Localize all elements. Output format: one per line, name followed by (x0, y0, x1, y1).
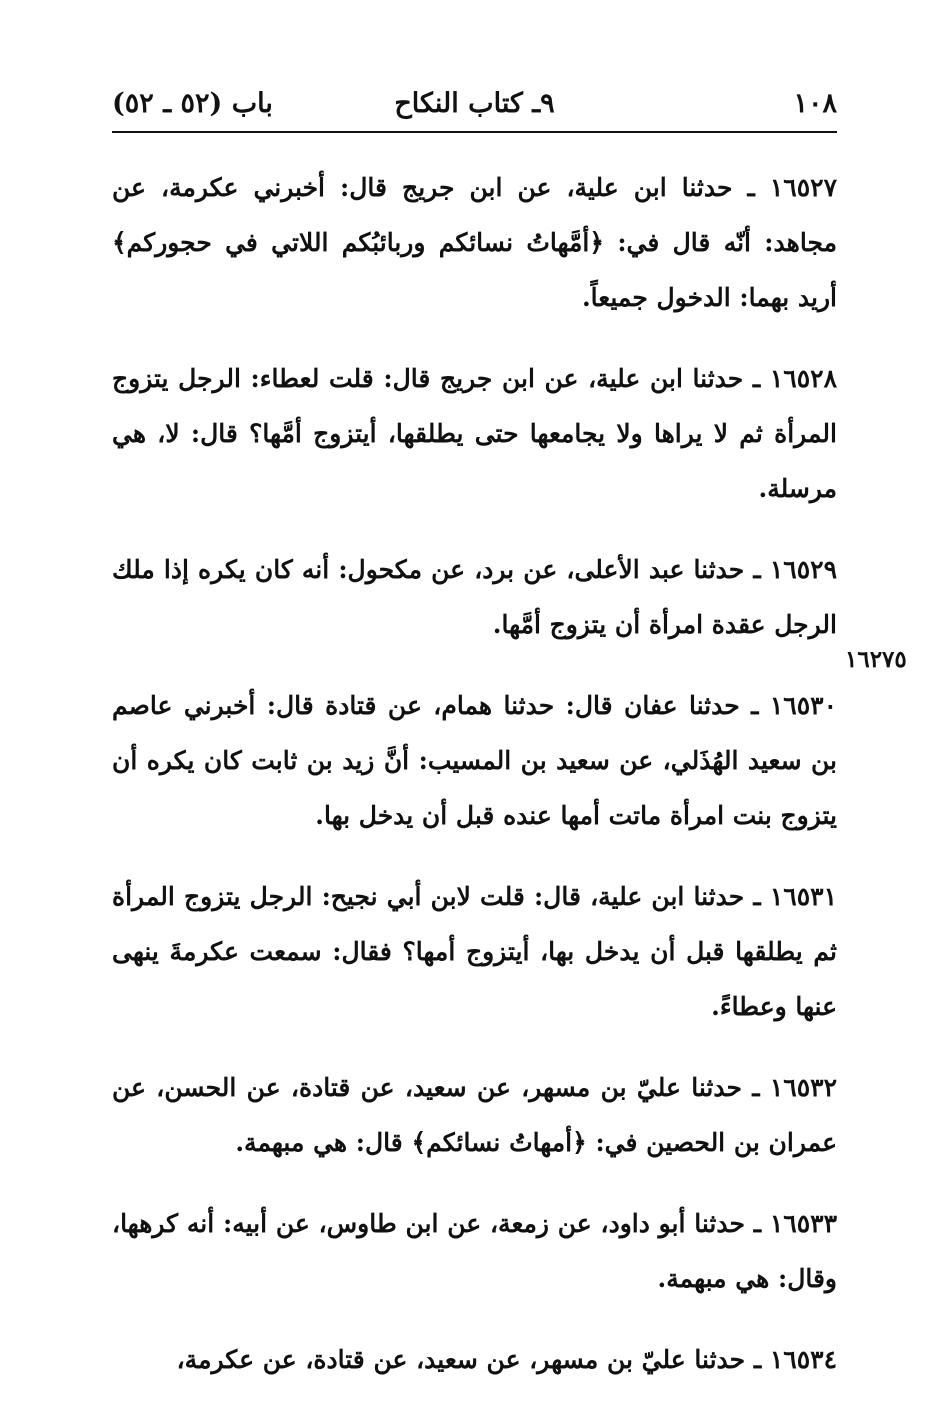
hadith-paragraph (112, 1332, 837, 1387)
hadith-number: ١٦٥٣٢ ـ (752, 1073, 837, 1102)
hadith-number: ١٦٥٢٨ ـ (752, 364, 837, 393)
hadith-text: حدثنا ابن علية، عن ابن جريج قال: أخبرني عكرمة، عن مجاهد: أنّه قال في: ﴿أمَّهاتُ نسائكم وربائبُكم اللاتي في حجوركم﴾ أريد بهما: الدخول جميعاً. (112, 173, 837, 312)
page-header (112, 80, 837, 130)
hadith-number: ١٦٥٣٤ ـ (753, 1345, 837, 1374)
hadith-paragraph (112, 678, 837, 843)
hadith-paragraph (112, 1196, 837, 1306)
chapter-title: باب (٥٢ ـ ٥٢) (112, 88, 273, 119)
hadith-number: ١٦٥٣٣ ـ (753, 1209, 837, 1238)
hadith-number: ١٦٥٣١ ـ (753, 882, 837, 911)
margin-reference-number: ١٦٢٧٥ (845, 646, 907, 673)
hadith-number: ١٦٥٣٠ ـ (751, 691, 837, 720)
header-divider (112, 131, 837, 133)
hadith-text: حدثنا ابن علية، قال: قلت لابن أبي نجيح: الرجل يتزوج المرأة ثم يطلقها قبل أن يدخل بها، أيتزوج أمها؟ فقال: سمعت عكرمةَ ينهى عنها وعطاءً. (112, 882, 837, 1021)
hadith-text: حدثنا ابن علية، عن ابن جريج قال: قلت لعطاء: الرجل يتزوج المرأة ثم لا يراها ولا يجامعها حتى يطلقها، أيتزوج أمَّها؟ قال: لا، هي مرسلة. (112, 364, 837, 503)
hadith-text: حدثنا أبو داود، عن زمعة، عن ابن طاوس، عن أبيه: أنه كرهها، وقال: هي مبهمة. (112, 1209, 837, 1293)
hadith-number: ١٦٥٢٧ ـ (747, 173, 837, 202)
page-body (112, 160, 837, 1413)
hadith-text: حدثنا عبد الأعلى، عن برد، عن مكحول: أنه كان يكره إذا ملك الرجل عقدة امرأة أن يتزوج أمَّها. (112, 555, 837, 639)
hadith-text: حدثنا عليّ بن مسهر، عن سعيد، عن قتادة، عن عكرمة، (176, 1345, 754, 1374)
hadith-paragraph (112, 869, 837, 1034)
hadith-text: حدثنا عفان قال: حدثنا همام، عن قتادة قال: أخبرني عاصم بن سعيد الهُذَلي، عن سعيد بن المسيب: أنَّ زيد بن ثابت كان يكره أن يتزوج بنت امرأة ماتت أمها عنده قبل أن يدخل بها. (112, 691, 837, 830)
hadith-paragraph (112, 160, 837, 325)
hadith-number: ١٦٥٢٩ ـ (753, 555, 837, 584)
book-title: ٩ـ كتاب النكاح (394, 88, 555, 119)
hadith-paragraph (112, 351, 837, 516)
hadith-paragraph (112, 542, 837, 652)
hadith-text: حدثنا عليّ بن مسهر، عن سعيد، عن قتادة، عن الحسن، عن عمران بن الحصين في: ﴿أمهاتُ نسائكم﴾ قال: هي مبهمة. (112, 1073, 837, 1157)
hadith-paragraph (112, 1060, 837, 1170)
page-number: ١٠٨ (793, 88, 837, 119)
